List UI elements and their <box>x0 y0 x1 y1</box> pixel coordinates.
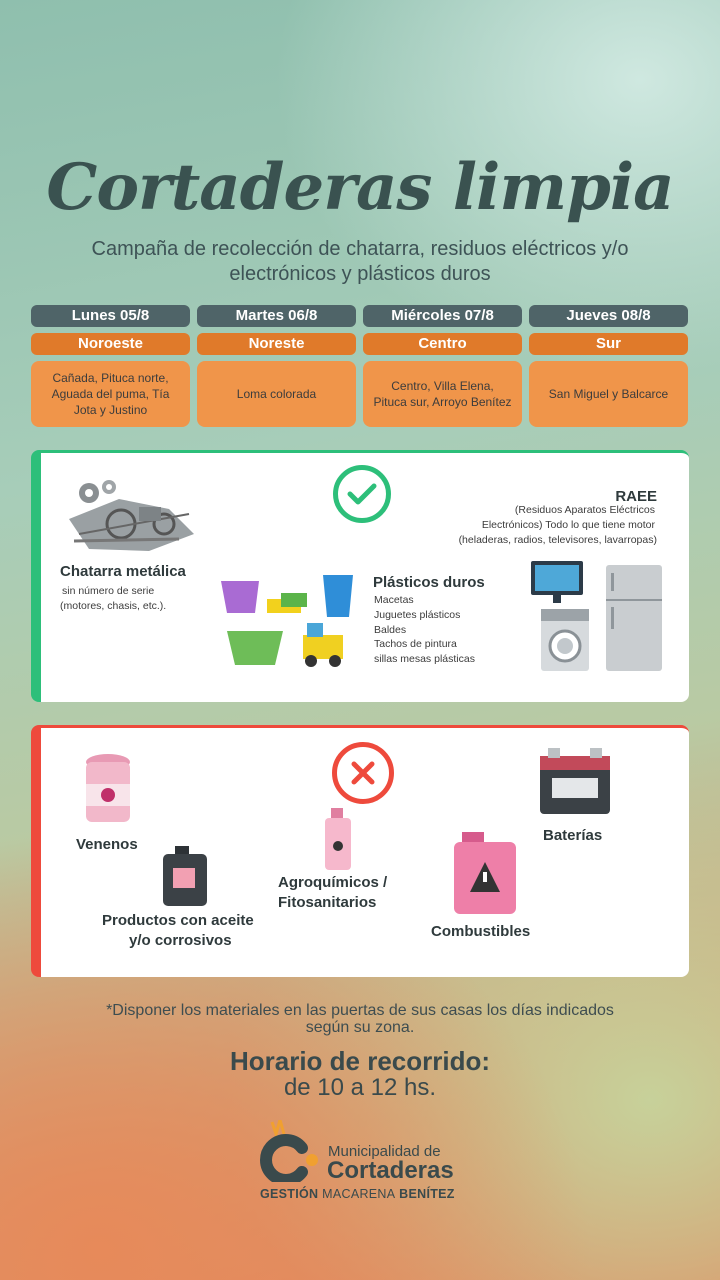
venenos-label: Venenos <box>76 836 138 853</box>
rejected-materials-card <box>31 725 689 977</box>
raee-desc-line3: (heladeras, radios, televisores, lavarropas) <box>458 534 657 546</box>
plastic-items-icon <box>219 563 359 677</box>
baterias-label: Baterías <box>543 827 603 844</box>
corrosive-container-icon <box>161 846 211 910</box>
raee-desc-line1: (Residuos Aparatos Eléctricos <box>514 504 655 516</box>
appliances-icon <box>529 561 664 675</box>
note-line2: según su zona. <box>305 1019 415 1036</box>
logo-line1: Municipalidad de <box>328 1143 441 1160</box>
schedule-column-monday <box>31 305 190 427</box>
plastics-item: sillas mesas plásticas <box>374 653 475 665</box>
plastics-item: Macetas <box>374 594 414 606</box>
hours-title: Horario de recorrido: <box>229 1046 491 1076</box>
day-label: Miércoles 07/8 <box>363 305 522 327</box>
page-subtitle: Campaña de recolección de chatarra, residuos eléctricos y/o electrónicos y plásticos duros <box>91 238 629 285</box>
agrochemical-bottle-icon <box>321 808 355 874</box>
zone-places: Centro, Villa Elena, Pituca sur, Arroyo Benítez <box>363 361 522 427</box>
plastics-title: Plásticos duros <box>373 574 485 591</box>
logo-name-first: MACARENA <box>322 1187 396 1201</box>
day-label: Martes 06/8 <box>197 305 356 327</box>
schedule-grid <box>31 305 689 427</box>
aceite-label-line1: Productos con aceite <box>102 912 254 929</box>
logo-line2: Cortaderas <box>327 1157 454 1184</box>
logo-gestion: GESTIÓN <box>260 1187 319 1201</box>
zone-label: Centro <box>363 333 522 355</box>
scrap-metal-title: Chatarra metálica <box>60 563 186 580</box>
fuel-can-icon <box>454 832 516 918</box>
schedule-column-thursday <box>529 305 688 427</box>
check-icon <box>333 465 391 523</box>
note-line1: *Disponer los materiales en las puertas de sus casas los días indicados <box>106 1002 614 1019</box>
poison-drum-icon <box>82 752 134 832</box>
logo-name-last: BENÍTEZ <box>399 1187 455 1201</box>
municipality-emblem-icon <box>258 1120 328 1182</box>
zone-label: Noroeste <box>31 333 190 355</box>
page-title: Cortaderas limpia <box>46 150 674 225</box>
accepted-materials-card <box>31 450 689 702</box>
collection-note <box>40 1002 680 1036</box>
agro-label-line2: Fitosanitarios <box>278 894 377 911</box>
aceite-label-line2: y/o corrosivos <box>129 932 232 949</box>
day-label: Lunes 05/8 <box>31 305 190 327</box>
day-label: Jueves 08/8 <box>529 305 688 327</box>
raee-desc-line2: Electrónicos) Todo lo que tiene motor <box>481 519 655 531</box>
raee-title: RAEE <box>615 488 657 505</box>
scrap-metal-icon <box>59 479 199 558</box>
plastics-item: Juguetes plásticos <box>374 609 461 621</box>
municipality-logo <box>258 1120 478 1210</box>
plastics-item: Baldes <box>374 624 407 636</box>
x-icon <box>332 742 394 804</box>
schedule-column-wednesday <box>363 305 522 427</box>
zone-places: Cañada, Pituca norte, Aguada del puma, Tía Jota y Justino <box>31 361 190 427</box>
agro-label-line1: Agroquímicos / <box>278 874 388 891</box>
logo-line3 <box>260 1187 455 1201</box>
hours-time: de 10 a 12 hs. <box>283 1074 437 1101</box>
zone-places: San Miguel y Balcarce <box>529 361 688 427</box>
scrap-metal-desc-line2: (motores, chasis, etc.). <box>60 600 167 612</box>
battery-icon <box>538 746 612 820</box>
combustibles-label: Combustibles <box>431 923 531 940</box>
zone-label: Sur <box>529 333 688 355</box>
plastics-item: Tachos de pintura <box>374 638 457 650</box>
zone-label: Noreste <box>197 333 356 355</box>
schedule-column-tuesday <box>197 305 356 427</box>
zone-places: Loma colorada <box>197 361 356 427</box>
scrap-metal-desc-line1: sin número de serie <box>62 585 155 597</box>
